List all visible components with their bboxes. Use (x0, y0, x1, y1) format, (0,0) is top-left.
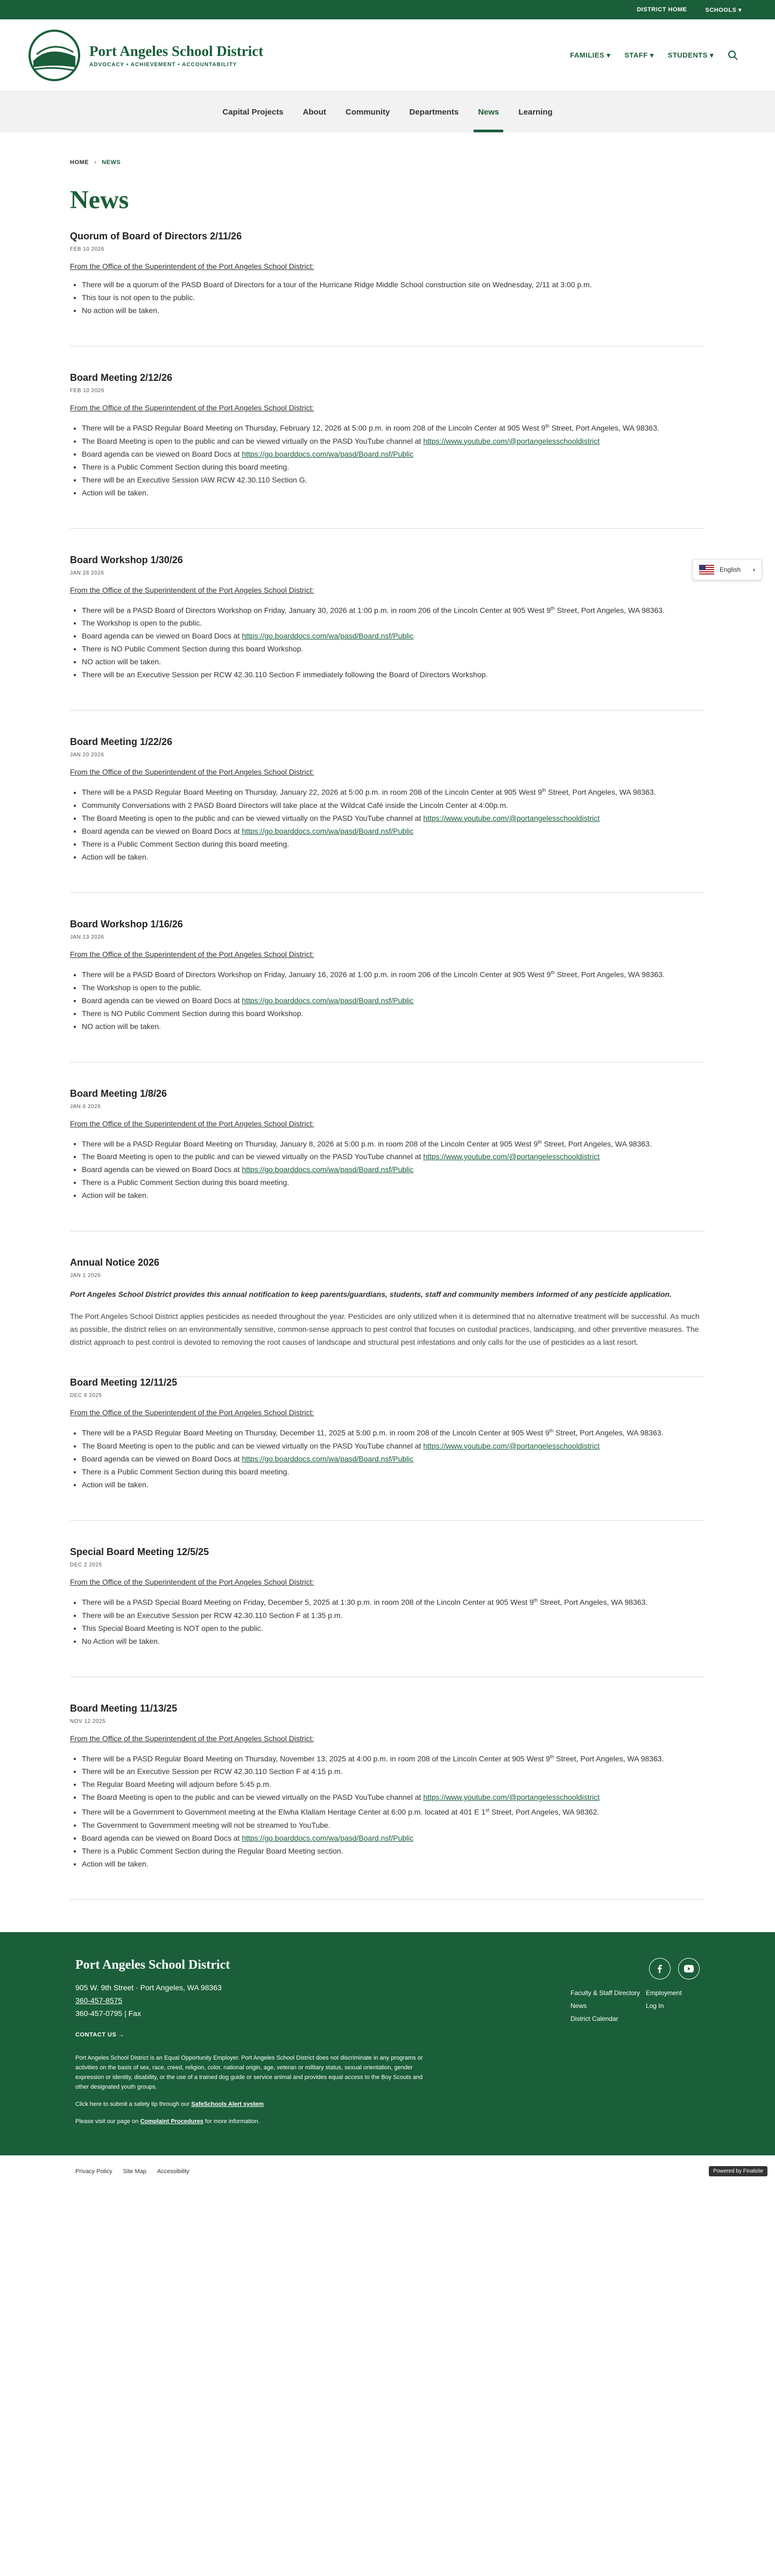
brand[interactable] (27, 29, 263, 82)
post-list-item: • There will be an Executive Session per RCW 42.30.110 Section F at 1:35 p.m. (82, 1610, 705, 1621)
post-list-item: • No Action will be taken. (82, 1636, 705, 1647)
post-link[interactable]: https://www.youtube.com/@portangelesschooldistrict (423, 1793, 600, 1802)
post-title[interactable]: Board Meeting 2/12/26 (70, 372, 173, 383)
news-list (70, 231, 705, 1231)
post-list-item: • Action will be taken. (82, 1190, 705, 1201)
post-list-item: • There will be an Executive Session per RCW 42.30.110 Section F at 4:15 p.m. (82, 1766, 705, 1777)
post-title[interactable]: Board Meeting 11/13/25 (70, 1702, 178, 1714)
post-list-item: • There will be a PASD Regular Board Meeting on Thursday, November 13, 2025 at 4:00 p.m. in room 208 of the Lincoln Center at 905 West 9th Street, Port Angeles, WA 98363. (82, 1751, 705, 1764)
post-list-item: • Action will be taken. (82, 1479, 705, 1490)
post-date: JAN 1 2026 (70, 1273, 101, 1279)
header-nav-families[interactable]: FAMILIES ▾ (570, 51, 611, 59)
us-flag-icon (699, 565, 714, 574)
news-post (70, 711, 705, 893)
footer-legal-text: Port Angeles School District is an Equal Opportunity Employer. Port Angeles School District does not discriminate in any programs or activities on the basis of sex, race, creed, religion, color, national origin, age, veteran or military status, sexual orientation, gender expression or identity, disability, or the use of a trained dog guide or service animal and provides equal access to the Boy Scouts and other designated youth groups. (75, 2054, 423, 2090)
nav-community[interactable]: Community (345, 107, 390, 117)
post-list (82, 1425, 705, 1490)
post-list (82, 279, 705, 316)
nav-departments[interactable]: Departments (409, 107, 459, 117)
post-date: JAN 13 2026 (70, 934, 104, 940)
post-lead: From the Office of the Superintendent of the Port Angeles School District: (70, 1577, 314, 1586)
footer-link-login[interactable]: Log In (646, 2002, 664, 2010)
post-list-item: • There is a Public Comment Section during this board meeting. (82, 839, 705, 849)
post-list-item: • There is NO Public Comment Section during this board Workshop. (82, 643, 705, 654)
post-title[interactable]: Board Workshop 1/30/26 (70, 554, 183, 565)
post-list (82, 1137, 705, 1201)
post-list (82, 785, 705, 862)
schools-dropdown[interactable]: SCHOOLS ▾ (705, 6, 742, 13)
post-list-item: • The Workshop is open to the public. (82, 618, 705, 628)
post-link[interactable]: https://go.boarddocs.com/wa/pasd/Board.nsf/Public (242, 996, 414, 1005)
news-list-older (70, 1377, 705, 1900)
post-list-item: • No action will be taken. (82, 305, 705, 316)
post-lead: From the Office of the Superintendent of the Port Angeles School District: (70, 1119, 314, 1128)
post-link[interactable]: https://go.boarddocs.com/wa/pasd/Board.nsf/Public (242, 826, 414, 835)
site-footer (0, 1932, 775, 2155)
post-list-item: • Community Conversations with 2 PASD Board Directors will take place at the Wildcat Café inside the Lincoln Center at 4:00p.m. (82, 800, 705, 811)
post-title[interactable]: Annual Notice 2026 (70, 1257, 160, 1268)
page-title: News (70, 186, 129, 214)
nav-about[interactable]: About (302, 107, 326, 117)
post-link[interactable]: https://go.boarddocs.com/wa/pasd/Board.nsf/Public (242, 1454, 414, 1463)
contact-us-button[interactable]: CONTACT US → (75, 2031, 125, 2038)
header-nav-staff[interactable]: STAFF ▾ (624, 51, 654, 59)
post-list-item: • Action will be taken. (82, 1858, 705, 1869)
site-map-link[interactable]: Site Map (123, 2168, 146, 2175)
youtube-icon[interactable] (678, 1958, 700, 1979)
footer-address: 905 W. 9th Street · Port Angeles, WA 98363 (75, 1983, 222, 1992)
post-lead: From the Office of the Superintendent of the Port Angeles School District: (70, 768, 314, 777)
post-title[interactable]: Board Meeting 12/11/25 (70, 1377, 178, 1388)
brand-title: Port Angeles School District (89, 42, 264, 59)
post-link[interactable]: https://www.youtube.com/@portangelesschooldistrict (423, 436, 600, 445)
post-list-item: • The Board Meeting is open to the public and can be viewed virtually on the PASD YouTube channel at https://www.youtube.com/@portangelesschooldistrict (82, 813, 705, 824)
post-list-item: • There will be a PASD Regular Board Meeting on Thursday, December 11, 2025 at 5:00 p.m. in room 208 of the Lincoln Center at 905 West 9th Street, Port Angeles, WA 98363. (82, 1425, 705, 1438)
post-lead: From the Office of the Superintendent of the Port Angeles School District: (70, 262, 314, 271)
post-title[interactable]: Special Board Meeting 12/5/25 (70, 1546, 209, 1557)
bottom-bar (0, 2155, 775, 2188)
news-post (70, 1377, 705, 1521)
breadcrumb-separator: › (94, 159, 97, 166)
post-link[interactable]: https://go.boarddocs.com/wa/pasd/Board.nsf/Public (242, 1833, 414, 1842)
post-list-item: • Board agenda can be viewed on Board Docs at https://go.boarddocs.com/wa/pasd/Board.nsf/Public (82, 826, 705, 836)
footer-link-directory[interactable]: Faculty & Staff Directory (570, 1989, 640, 1997)
search-icon[interactable] (728, 50, 738, 61)
post-list-item: • There will be an Executive Session IAW RCW 42.30.110 Section G. (82, 474, 705, 485)
post-date: DEC 8 2025 (70, 1393, 102, 1399)
main-content (70, 132, 705, 1932)
post-list (82, 603, 705, 680)
breadcrumb (70, 159, 705, 166)
footer-safety-tip: Click here to submit a safety tip through our SafeSchools Alert system (75, 2100, 264, 2107)
utility-bar (0, 0, 775, 19)
site-header (0, 19, 775, 91)
post-list-item: • Board agenda can be viewed on Board Docs at https://go.boarddocs.com/wa/pasd/Board.nsf/Public (82, 1833, 705, 1843)
post-list-item: • There is a Public Comment Section during the Regular Board Meeting section. (82, 1846, 705, 1856)
footer-fax: 360-457-0795 | Fax (75, 2009, 141, 2018)
post-list-item: • There will be a PASD Board of Directors Workshop on Friday, January 30, 2026 at 1:00 p.m. in room 206 of the Lincoln Center at 905 West 9th Street, Port Angeles, WA 98363. (82, 603, 705, 616)
post-date: JAN 20 2026 (70, 752, 104, 758)
post-list-item: • This Special Board Meeting is NOT open to the public. (82, 1623, 705, 1634)
accessibility-link[interactable]: Accessibility (157, 2168, 189, 2175)
post-link[interactable]: https://www.youtube.com/@portangelesschooldistrict (423, 1152, 600, 1161)
post-list-item: • There will be a PASD Board of Directors Workshop on Friday, January 16, 2026 at 1:00 p.m. in room 206 of the Lincoln Center at 905 West 9th Street, Port Angeles, WA 98363. (82, 967, 705, 980)
post-link[interactable]: https://go.boarddocs.com/wa/pasd/Board.nsf/Public (242, 1165, 414, 1174)
main-nav (0, 91, 775, 132)
post-list-item: • Board agenda can be viewed on Board Docs at https://go.boarddocs.com/wa/pasd/Board.nsf/Public (82, 995, 705, 1006)
nav-capital-projects[interactable]: Capital Projects (222, 107, 284, 117)
post-list-item: • There will be a quorum of the PASD Board of Directors for a tour of the Hurricane Ridge Middle School construction site on Wednesday, 2/11 at 3:00 p.m. (82, 279, 705, 290)
footer-links (570, 1989, 700, 2023)
news-post (70, 1677, 705, 1900)
news-post (70, 1062, 705, 1232)
post-title[interactable]: Board Workshop 1/16/26 (70, 918, 183, 929)
post-list-item: • The Workshop is open to the public. (82, 982, 705, 993)
post-lead: From the Office of the Superintendent of the Port Angeles School District: (70, 585, 314, 594)
post-lead: From the Office of the Superintendent of the Port Angeles School District: (70, 403, 314, 412)
footer-link-employment[interactable]: Employment (646, 1989, 682, 1997)
post-list-item: • The Government to Government meeting will not be streamed to YouTube. (82, 1820, 705, 1830)
post-list-item: • There will be an Executive Session per RCW 42.30.110 Section F immediately following the Board of Directors Workshop. (82, 669, 705, 680)
footer-complaint: Please visit our page on Complaint Procedures for more information. (75, 2118, 260, 2125)
post-list-item: • There will be a PASD Regular Board Meeting on Thursday, January 22, 2026 at 5:00 p.m. in room 208 of the Lincoln Center at 905 West 9th Street, Port Angeles, WA 98363. (82, 785, 705, 798)
post-list-item: • There is a Public Comment Section during this board meeting. (82, 462, 705, 472)
district-home-link[interactable]: DISTRICT HOME (637, 6, 687, 13)
post-list-item: • Action will be taken. (82, 851, 705, 862)
footer-legal (75, 2053, 431, 2126)
news-post (70, 1521, 705, 1677)
post-list-item: • There is a Public Comment Section during this board meeting. (82, 1466, 705, 1477)
header-nav-students[interactable]: STUDENTS ▾ (667, 51, 714, 59)
post-list-item: • The Board Meeting is open to the public and can be viewed virtually on the PASD YouTube channel at https://www.youtube.com/@portangelesschooldistrict (82, 1151, 705, 1162)
post-list-item: • There is a Public Comment Section during this board meeting. (82, 1177, 705, 1188)
nav-learning[interactable]: Learning (518, 107, 553, 117)
post-list-item: • The Board Meeting is open to the public and can be viewed virtually on the PASD YouTube channel at https://www.youtube.com/@portangelesschooldistrict (82, 1792, 705, 1803)
post-list-item: • The Board Meeting is open to the public and can be viewed virtually on the PASD YouTube channel at https://www.youtube.com/@portangelesschooldistrict (82, 436, 705, 446)
news-post (70, 529, 705, 711)
post-list-item: • Board agenda can be viewed on Board Docs at https://go.boarddocs.com/wa/pasd/Board.nsf/Public (82, 1164, 705, 1175)
post-list (82, 421, 705, 498)
post-list (82, 1751, 705, 1869)
post-list-item: • There is NO Public Comment Section during this board Workshop. (82, 1008, 705, 1019)
news-post (70, 893, 705, 1062)
post-list-item: • The Regular Board Meeting will adjourn before 5:45 p.m. (82, 1779, 705, 1790)
language-label: English (720, 566, 741, 573)
post-lead: From the Office of the Superintendent of the Port Angeles School District: (70, 1734, 314, 1743)
language-selector[interactable] (692, 559, 762, 580)
post-lead: From the Office of the Superintendent of the Port Angeles School District: (70, 949, 314, 959)
post-link[interactable]: https://www.youtube.com/@portangelesschooldistrict (423, 813, 600, 822)
post-date: JAN 28 2026 (70, 570, 104, 576)
district-logo-icon (27, 29, 82, 82)
complaint-link[interactable]: Complaint Procedures (140, 2118, 203, 2125)
privacy-policy-link[interactable]: Privacy Policy (75, 2168, 112, 2175)
post-date: DEC 2 2025 (70, 1562, 102, 1568)
post-list-item: • There will be a PASD Regular Board Meeting on Thursday, January 8, 2026 at 5:00 p.m. in room 208 of the Lincoln Center at 905 West 9th Street, Port Angeles, WA 98363. (82, 1137, 705, 1149)
post-list-item: • There will be a Government to Government meeting at the Elwha Klallam Heritage Center at 6:00 p.m. located at 401 E 1st Street, Port Angeles, WA 98362. (82, 1805, 705, 1818)
post-list-item: • There will be a PASD Regular Board Meeting on Thursday, February 12, 2026 at 5:00 p.m. in room 208 of the Lincoln Center at 905 West 9th Street, Port Angeles, WA 98363. (82, 421, 705, 434)
breadcrumb-home[interactable]: HOME (70, 159, 89, 166)
post-date: JAN 6 2026 (70, 1103, 101, 1110)
post-date: FEB 10 2026 (70, 388, 104, 394)
post-title[interactable]: Board Meeting 1/8/26 (70, 1088, 167, 1099)
post-date: NOV 12 2025 (70, 1718, 106, 1725)
news-post-annual-notice (70, 1231, 705, 1377)
post-link[interactable]: https://go.boarddocs.com/wa/pasd/Board.nsf/Public (242, 449, 414, 458)
post-list-item: • The Board Meeting is open to the public and can be viewed virtually on the PASD YouTube channel at https://www.youtube.com/@portangelesschooldistrict (82, 1440, 705, 1451)
post-list (82, 967, 705, 1032)
post-title[interactable]: Quorum of Board of Directors 2/11/26 (70, 231, 242, 242)
facebook-icon[interactable] (649, 1958, 671, 1979)
post-body: The Port Angeles School District applies pesticides as needed throughout the year. Pesticides are only utilized when it is determined that no alternative treatment will be successful. As much as possible, the district relies on an environmentally sensitive, common-sense approach to pest control that focuses on custodial practices, landscaping, and other preventive measures. The district approach to pest control is devoted to removing the root causes of landscape and structural pest infestations and only calls for the use of pesticides as a last resort. (70, 1312, 700, 1347)
brand-tagline: ADVOCACY • ACHIEVEMENT • ACCOUNTABILITY (89, 61, 237, 68)
footer-link-news[interactable]: News (570, 2002, 587, 2010)
news-post (70, 231, 705, 346)
post-list-item: • There will be a PASD Special Board Meeting on Friday, December 5, 2025 at 1:30 p.m. in room 208 of the Lincoln Center at 905 West 9th Street, Port Angeles, WA 98363. (82, 1595, 705, 1608)
safeschools-link[interactable]: SafeSchools Alert system (191, 2100, 264, 2107)
news-post (70, 346, 705, 529)
post-list-item: • NO action will be taken. (82, 1021, 705, 1032)
breadcrumb-current: NEWS (102, 159, 121, 166)
footer-title: Port Angeles School District (75, 1957, 230, 1972)
post-date: FEB 10 2026 (70, 246, 104, 252)
post-list-item: • NO action will be taken. (82, 656, 705, 667)
footer-link-calendar[interactable]: District Calendar (570, 2014, 618, 2023)
header-nav (570, 50, 738, 61)
post-list-item: • Board agenda can be viewed on Board Docs at https://go.boarddocs.com/wa/pasd/Board.nsf/Public (82, 1453, 705, 1464)
post-list-item: • Board agenda can be viewed on Board Docs at https://go.boarddocs.com/wa/pasd/Board.nsf/Public (82, 630, 705, 641)
chevron-right-icon: › (753, 566, 755, 573)
post-list-item: • This tour is not open to the public. (82, 292, 705, 303)
post-link[interactable]: https://go.boarddocs.com/wa/pasd/Board.nsf/Public (242, 631, 414, 641)
post-title[interactable]: Board Meeting 1/22/26 (70, 736, 173, 748)
post-list (82, 1595, 705, 1647)
footer-phone[interactable]: 360-457-8575 (75, 1996, 123, 2005)
post-lead: From the Office of the Superintendent of the Port Angeles School District: (70, 1408, 314, 1417)
post-list-item: • Action will be taken. (82, 487, 705, 498)
powered-by-badge[interactable]: Powered by Finalsite (709, 2166, 767, 2176)
post-link[interactable]: https://www.youtube.com/@portangelesschooldistrict (423, 1441, 600, 1450)
post-list-item: • Board agenda can be viewed on Board Docs at https://go.boarddocs.com/wa/pasd/Board.nsf/Public (82, 449, 705, 459)
post-lead: Port Angeles School District provides this annual notification to keep parents/guardians, students, staff and community members informed of any pesticide application. (70, 1290, 672, 1299)
nav-news[interactable]: News (468, 91, 509, 132)
